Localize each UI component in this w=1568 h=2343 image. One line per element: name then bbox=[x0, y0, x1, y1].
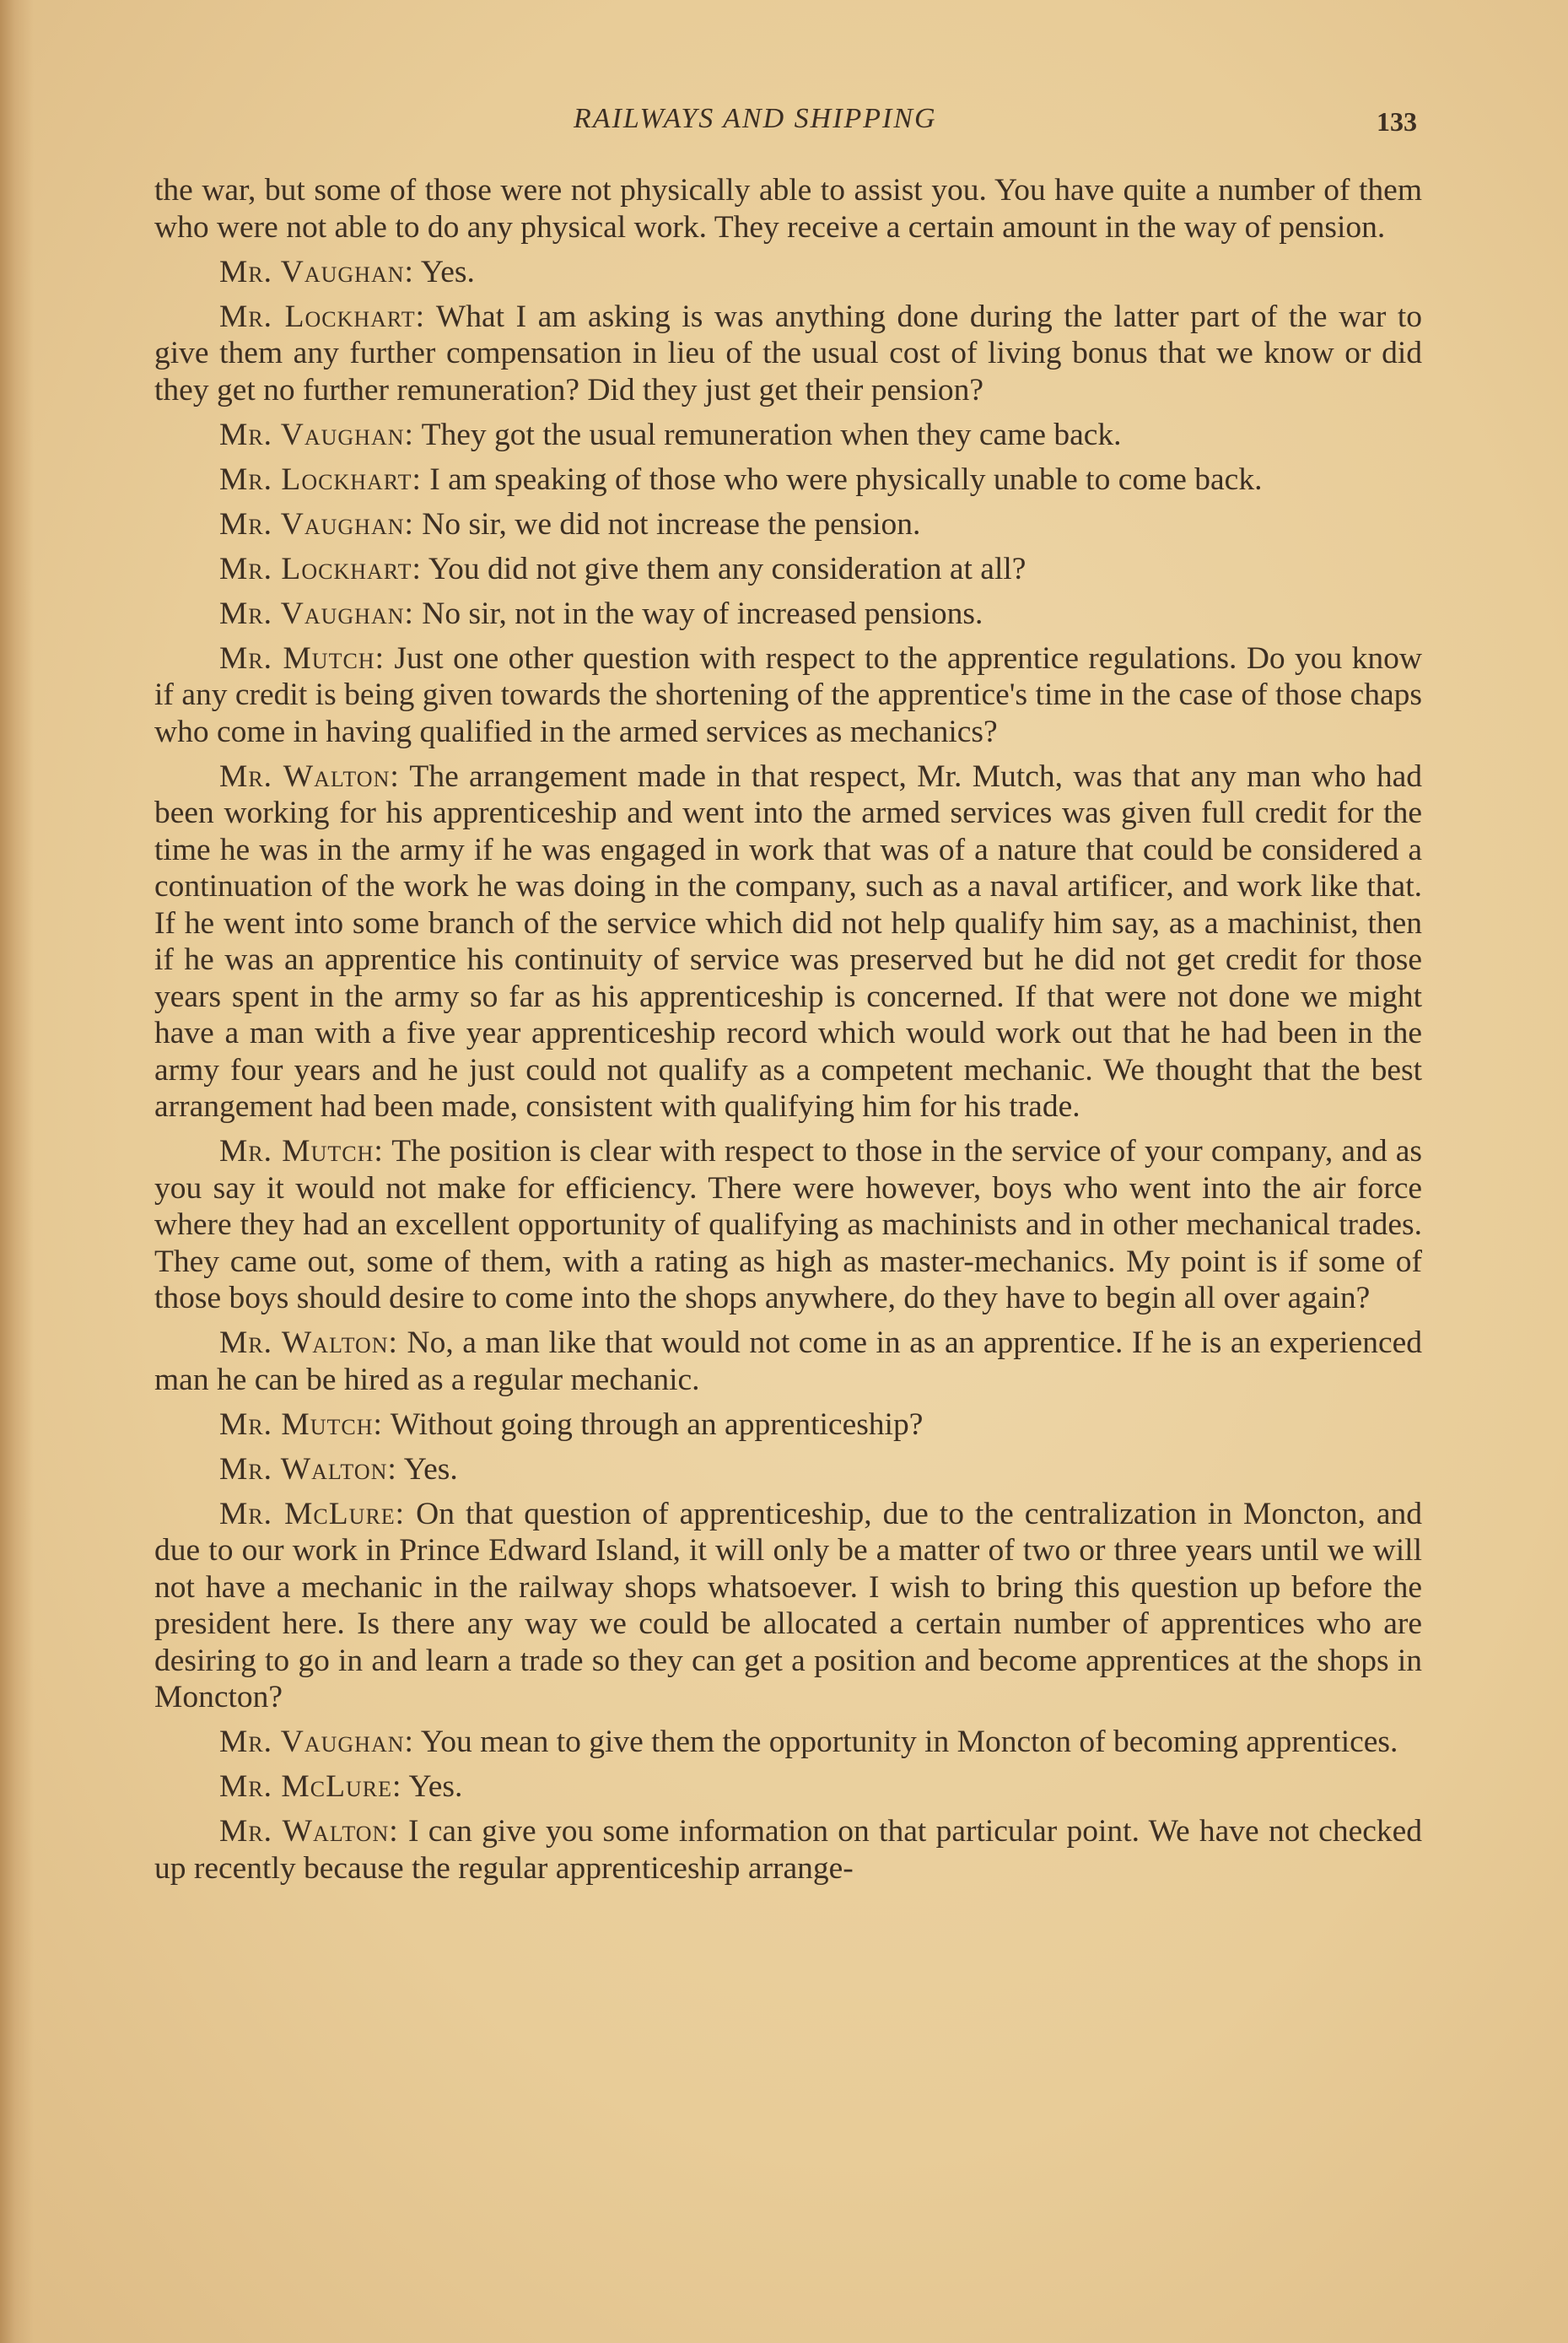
speaker-name: Mr. Vaughan: bbox=[219, 417, 414, 452]
paragraph bbox=[154, 1768, 1422, 1806]
paragraph bbox=[154, 1496, 1422, 1716]
paragraph bbox=[154, 1451, 1422, 1488]
paragraph bbox=[154, 1406, 1422, 1444]
paragraph bbox=[154, 506, 1422, 543]
paragraph bbox=[154, 1133, 1422, 1317]
speaker-name: Mr. Vaughan: bbox=[219, 596, 414, 631]
paragraph bbox=[154, 254, 1422, 291]
speaker-name: Mr. Mutch: bbox=[219, 640, 385, 676]
paragraph bbox=[154, 1724, 1422, 1761]
paragraph-text: No sir, not in the way of increased pensions. bbox=[422, 596, 983, 631]
paragraph-text: On that question of apprenticeship, due to the centralization in Moncton, and due to our work in Prince Edward Island, it will only be a matter of two or three years until we will not have a mechanic in the railway shops whatsoever. I wish to bring this question up before the president here. Is there any way we could be allocated a certain number of apprentices who are desiring to go in and learn a trade so they can get a position and become apprentices at the shops in Moncton? bbox=[154, 1496, 1422, 1714]
speaker-name: Mr. Lockhart: bbox=[219, 462, 422, 497]
speaker-name: Mr. McLure: bbox=[219, 1496, 406, 1531]
speaker-name: Mr. Walton: bbox=[219, 759, 400, 794]
running-head: RAILWAYS AND SHIPPING bbox=[574, 103, 937, 134]
speaker-name: Mr. Walton: bbox=[219, 1325, 398, 1360]
paragraph bbox=[154, 551, 1422, 588]
paragraph bbox=[154, 1813, 1422, 1887]
paragraph bbox=[154, 759, 1422, 1126]
paragraph-text: No sir, we did not increase the pension. bbox=[422, 506, 921, 542]
page-header bbox=[574, 103, 1417, 145]
paragraph bbox=[154, 1325, 1422, 1398]
transcript-body bbox=[154, 172, 1422, 1895]
paragraph-text: You mean to give them the opportunity in Moncton of becoming apprentices. bbox=[420, 1725, 1398, 1759]
speaker-name: Mr. Mutch: bbox=[219, 1406, 383, 1442]
paragraph-text: Yes. bbox=[408, 1769, 463, 1804]
paragraph-text: You did not give them any consideration at all? bbox=[428, 551, 1026, 586]
speaker-name: Mr. Walton: bbox=[219, 1451, 397, 1487]
speaker-name: Mr. Vaughan: bbox=[219, 506, 414, 542]
paragraph-text: I am speaking of those who were physically unable to come back. bbox=[429, 462, 1263, 497]
speaker-name: Mr. McLure: bbox=[219, 1769, 402, 1804]
speaker-name: Mr. Vaughan: bbox=[219, 254, 414, 289]
paragraph bbox=[154, 417, 1422, 454]
paragraph-text: The arrangement made in that respect, Mr. Mutch, was that any man who had been working for his apprenticeship and went into the armed services was given full credit for the time he was in the army if he was engaged in work that was of a nature that could be considered a continuation of the work he was doing in the company, such as a naval artificer, and work like that. If he went into some branch of the service which did not help qualify him say, as a machinist, then if he was an apprentice his continuity of service was preserved but he did not get credit for those years spent in the army so far as his apprenticeship is concerned. If that were not done we might have a man with a five year apprenticeship record which would work out that he had been in the army four years and he just could not qualify as a competent mechanic. We thought that the best arrangement had been made, consistent with qualifying him for his trade. bbox=[154, 759, 1422, 1124]
paragraph bbox=[154, 640, 1422, 751]
speaker-name: Mr. Lockhart: bbox=[219, 551, 422, 586]
paragraph-text: The position is clear with respect to those in the service of your company, and as you say it would not make for efficiency. There were however, boys who went into the air force where they had an excellent opportunity of qualifying as machinists and in other mechanical trades. They came out, some of them, with a rating as high as master-mechanics. My point is if some of those boys should desire to come into the shops anywhere, do they have to begin all over again? bbox=[154, 1134, 1422, 1315]
paragraph bbox=[154, 596, 1422, 633]
paragraph-text: Just one other question with respect to the apprentice regulations. Do you know if any credit is being given towards the shortening of the apprentice's time in the case of those chaps who come in having qualified in the armed services as mechanics? bbox=[154, 640, 1422, 749]
paragraph-text: Yes. bbox=[420, 254, 475, 289]
paragraph-text: Without going through an apprenticeship? bbox=[390, 1406, 924, 1442]
page-number: 133 bbox=[1377, 106, 1417, 137]
page-binding-edge bbox=[0, 0, 34, 2343]
paragraph-text: No, a man like that would not come in as an apprentice. If he is an experienced man he can be hired as a regular mechanic. bbox=[154, 1325, 1422, 1397]
paragraph-text: Yes. bbox=[403, 1451, 458, 1487]
speaker-name: Mr. Lockhart: bbox=[219, 299, 426, 334]
paragraph bbox=[154, 299, 1422, 409]
paragraph-text: I can give you some information on that particular point. We have not checked up recently because the regular apprenticeship arrange- bbox=[154, 1814, 1423, 1886]
paragraph-continuation bbox=[154, 172, 1422, 246]
paragraph bbox=[154, 462, 1422, 499]
speaker-name: Mr. Mutch: bbox=[219, 1134, 384, 1169]
paragraph-text: the war, but some of those were not physically able to assist you. You have quite a number of them who were not able to do any physical work. They receive a certain amount in the way of pension. bbox=[154, 173, 1422, 245]
paragraph-text: What I am asking is was anything done during the latter part of the war to give them any further compensation in lieu of the usual cost of living bonus that we know or did they get no further remuneration? Did they just get their pension? bbox=[154, 299, 1422, 408]
speaker-name: Mr. Walton: bbox=[219, 1814, 399, 1849]
speaker-name: Mr. Vaughan: bbox=[219, 1725, 414, 1759]
paragraph-text: They got the usual remuneration when they came back. bbox=[421, 417, 1122, 452]
